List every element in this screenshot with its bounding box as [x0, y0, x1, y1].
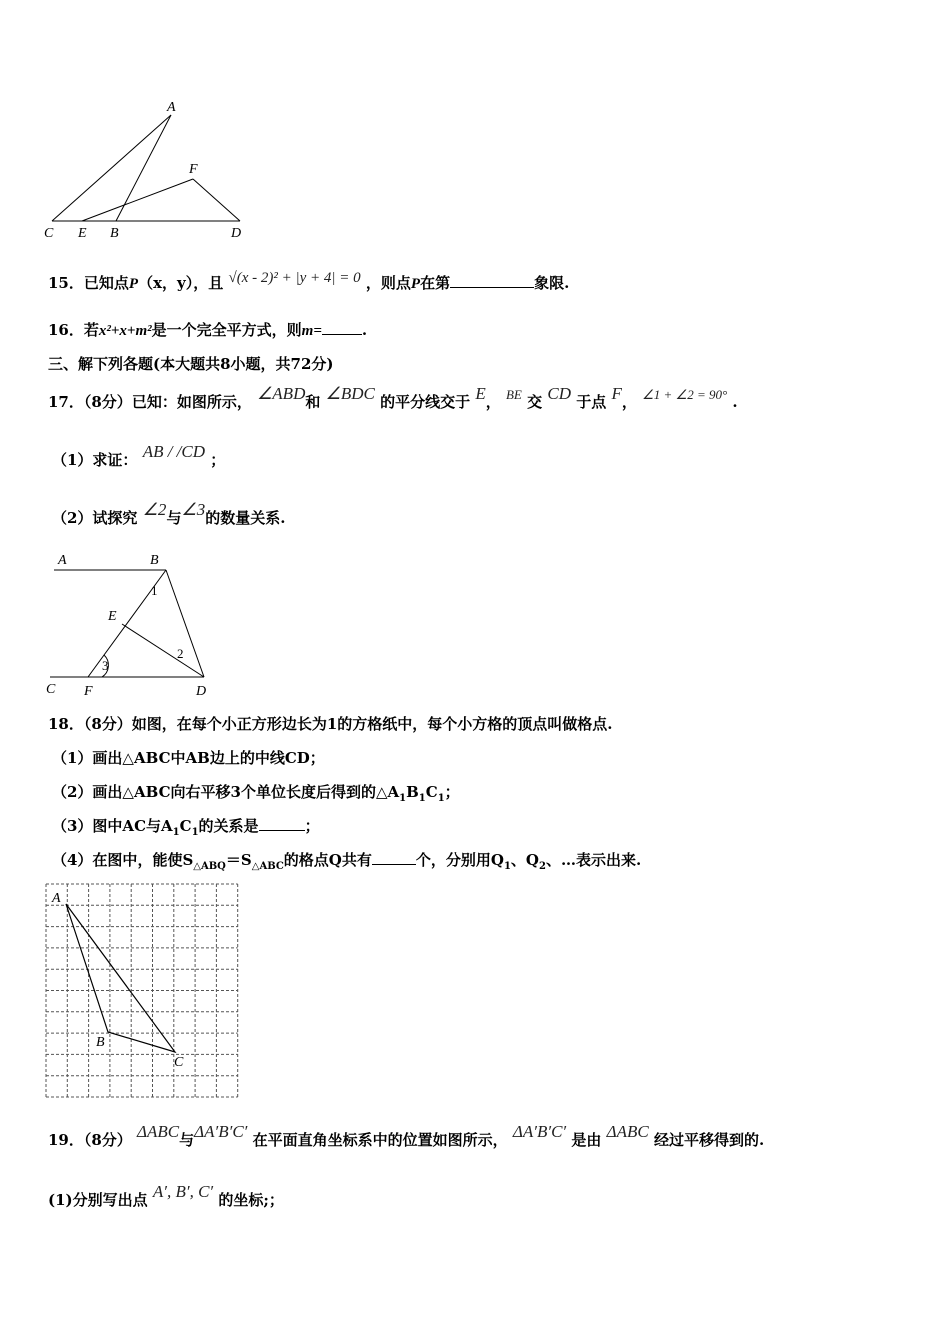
label-b: B — [110, 226, 119, 241]
q18-part2-end: ； — [444, 783, 460, 801]
q17-text5: 交 — [527, 393, 543, 411]
q19-triangle-abc2: ΔABC — [606, 1122, 649, 1141]
label-d: D — [196, 684, 207, 699]
q17-text8: . — [732, 393, 738, 411]
label-f: F — [84, 684, 93, 699]
q18-part1: （1）画出△ABC中AB边上的中线CD； — [52, 749, 325, 767]
q17-part2-end: 的数量关系. — [205, 509, 286, 527]
q15-answer-blank[interactable] — [450, 273, 534, 288]
q17-text4: ， — [485, 393, 501, 411]
q17-point-f: F — [611, 384, 622, 403]
q17-point-e: E — [475, 384, 486, 403]
question-16 — [48, 320, 367, 341]
q18-part3 — [52, 816, 320, 843]
q18-sub: 1 — [172, 827, 180, 838]
q18-part2 — [52, 782, 460, 809]
label-e: E — [108, 609, 117, 624]
q18-part2-c: C — [425, 783, 438, 801]
q16-mid: 是一个完全平方式，则 — [151, 321, 302, 339]
q16-number: 16． — [48, 321, 84, 339]
q17-text1: 已知：如图所示， — [131, 393, 252, 411]
q15-text4: 在第 — [420, 274, 451, 292]
q17-angle-abd: ∠ABD — [257, 384, 306, 403]
q17-part1-label: （1）求证： — [52, 451, 138, 469]
q17-text6: 于点 — [576, 393, 607, 411]
q18-part3-end: ； — [304, 817, 320, 835]
figure-parallel-lines — [40, 548, 220, 700]
figure-grid-triangle — [44, 882, 240, 1098]
label-a: A — [58, 553, 67, 568]
q18-part3-c: 的关系是 — [198, 817, 259, 835]
q15-text2: ，且 — [193, 274, 224, 292]
q15-equation: √(x - 2)² + |y + 4| = 0 — [228, 270, 361, 286]
question-17 — [48, 384, 738, 413]
q18-part3-blank[interactable] — [259, 816, 305, 831]
q19-score: （8分） — [83, 1131, 132, 1149]
q17-part1 — [52, 442, 226, 470]
label-a: A — [167, 100, 176, 115]
q19-part1 — [48, 1182, 284, 1210]
q16-end: . — [361, 321, 368, 339]
q18-part2-text: （2）画出△ABC向右平移3个单位长度后得到的△A — [52, 783, 400, 801]
section-3-heading: 三、解下列各题(本大题共8小题，共72分) — [48, 355, 334, 373]
q18-part4-e: 、Q — [510, 851, 539, 869]
label-c: C — [44, 226, 54, 241]
q17-part2-angle3: ∠3 — [181, 500, 206, 519]
q15-coords: （x，y） — [138, 274, 194, 292]
q18-sub: 1 — [418, 793, 426, 804]
q19-number: 19． — [48, 1131, 84, 1149]
q18-sub-2: 2 — [539, 861, 546, 872]
q17-angle-bdc: ∠BDC — [325, 384, 375, 403]
q18-part3-text: （3）图中AC与A — [52, 817, 173, 835]
q15-text3: ，则点 — [365, 274, 411, 292]
q19-part1-points: A′, B′, C′ — [152, 1182, 214, 1201]
q15-point: P — [128, 276, 139, 292]
question-15 — [48, 270, 570, 294]
q17-segment-cd: CD — [547, 384, 571, 403]
q15-text: 已知点 — [83, 274, 129, 292]
q19-triangle-abc-prime: ΔA′B′C′ — [194, 1122, 248, 1141]
q17-text3: 的平分线交于 — [380, 393, 471, 411]
q18-part4-b: ＝S — [225, 851, 252, 869]
q19-part1-end: 的坐标;； — [218, 1191, 284, 1209]
question-19 — [48, 1122, 765, 1150]
label-angle-3: 3 — [102, 658, 109, 673]
q19-triangle-abc-prime2: ΔA′B′C′ — [512, 1122, 567, 1141]
q18-sub-abq: △ABQ — [193, 861, 226, 872]
q15-number: 15． — [48, 274, 84, 292]
q18-part4-blank[interactable] — [372, 850, 416, 865]
q16-expression: x²+x+m² — [98, 323, 152, 339]
label-angle-2: 2 — [177, 646, 184, 661]
q19-text4: 经过平移得到的. — [653, 1131, 765, 1149]
q19-text3: 是由 — [571, 1131, 602, 1149]
q17-segment-be: BE — [505, 387, 522, 402]
label-d: D — [231, 226, 242, 241]
q17-part1-math: AB / /CD — [142, 442, 206, 461]
label-a: A — [52, 891, 61, 906]
q18-sub: 1 — [437, 793, 445, 804]
q17-text2: 和 — [305, 393, 321, 411]
q18-part4-d: 个，分别用Q — [415, 851, 504, 869]
q18-part2-b: B — [406, 783, 419, 801]
q19-text2: 在平面直角坐标系中的位置如图所示， — [252, 1131, 508, 1149]
q18-sub-abc: △ABC — [251, 861, 284, 872]
q17-condition: ∠1 + ∠2 = 90° — [642, 387, 728, 402]
q19-triangle-abc: ΔABC — [137, 1122, 180, 1141]
figure-triangle-acd — [40, 95, 255, 245]
label-c: C — [46, 682, 56, 697]
q17-part2 — [52, 500, 286, 528]
q18-sub: 1 — [191, 827, 199, 838]
q17-part2-label: （2）试探究 — [52, 509, 138, 527]
label-e: E — [78, 226, 87, 241]
question-18: 18．（8分）如图，在每个小正方形边长为1的方格纸中，每个小方格的顶点叫做格点. — [48, 715, 613, 733]
q17-score: （8分） — [83, 393, 132, 411]
q17-part2-mid: 与 — [166, 509, 182, 527]
label-b: B — [96, 1035, 105, 1050]
q15-text5: 象限. — [534, 274, 570, 292]
q17-part2-angle2: ∠2 — [142, 500, 167, 519]
q18-sub: 1 — [503, 861, 511, 872]
q16-m: m= — [301, 323, 322, 339]
label-c: C — [174, 1055, 184, 1070]
label-f: F — [189, 162, 198, 177]
q17-text7: ， — [621, 393, 637, 411]
q18-part4-c: 的格点Q共有 — [283, 851, 372, 869]
q17-number: 17． — [48, 393, 84, 411]
label-b: B — [150, 553, 159, 568]
q19-text1: 与 — [179, 1131, 195, 1149]
q18-part4-text: （4）在图中，能使S — [52, 851, 194, 869]
q15-point2: P — [410, 276, 421, 292]
q16-pre: 若 — [83, 321, 99, 339]
q19-part1-text: (1)分别写出点 — [48, 1191, 148, 1209]
q18-sub: 1 — [399, 793, 407, 804]
q18-part4 — [52, 850, 641, 877]
q18-part4-f: 、…表示出来. — [545, 851, 642, 869]
q16-answer-blank[interactable] — [322, 320, 362, 335]
label-angle-1: 1 — [151, 583, 158, 598]
q17-part1-end: ； — [210, 451, 226, 469]
q18-part3-b: C — [179, 817, 192, 835]
